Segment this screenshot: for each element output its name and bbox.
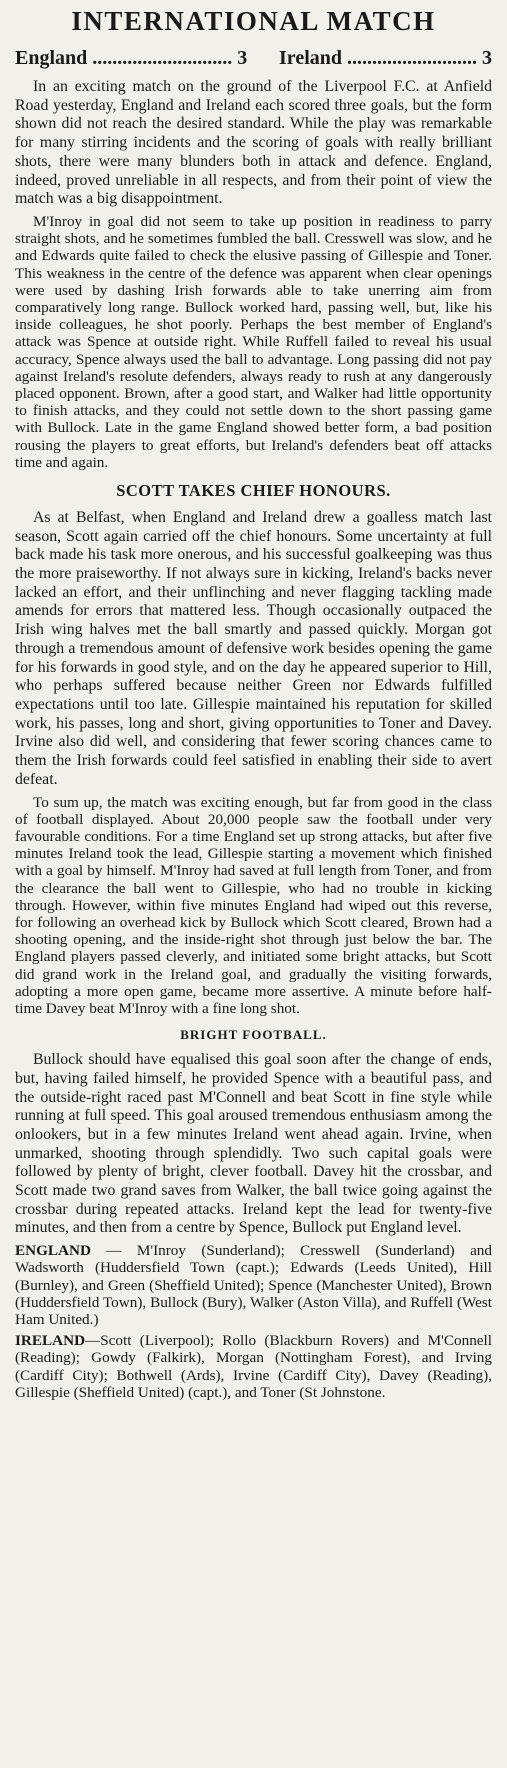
body-paragraph: As at Belfast, when England and Ireland drew a goalless match last season, Scott again carried off the chief honours. Some uncertainty at full back made his task more onerous, and his successful goalkeeping was thus the more praiseworthy. If not always sure in kicking, Ireland's backs never lacked an effort, and their unflinching and never flagging tackling made amends for errors that mattered less. Though occasionally outpaced the Irish wing halves met the ball smartly and passed quickly. Morgan got through a tremendous amount of defensive work besides opening the game for his forwards in good style, and on the day he appeared superior to Hill, who perhaps suffered because neither Green nor Edwards fulfilled expectations until too late. Gillespie maintained his reputation for skilled work, his passes, long and short, giving opportunities to Toner and Davey. Irvine also did well, and considering that fewer scoring chances came to them the Irish forwards could feel satisfied in enabling their side to avert defeat. — [15, 508, 492, 788]
england-label: ENGLAND — [15, 1242, 91, 1260]
england-players: — M'Inroy (Sunderland); Cresswell (Sunderland) and Wadsworth (Huddersfield Town (capt.); Edwards (Leeds United), Hill (Burnley), and Green (Sheffield United); Spence (Manchester United), Brown (Huddersfield Town), Bullock (Bury), Walker (Aston Villa), and Ruffell (West Ham United.) — [15, 1242, 492, 1328]
subheading: SCOTT TAKES CHIEF HONOURS. — [116, 480, 391, 500]
body-paragraph: M'Inroy in goal did not seem to take up position in readiness to parry straight shots, and he sometimes fumbled the ball. Cresswell was slow, and he and Edwards quite failed to check the elusive passing of Gillespie and Toner. This weakness in the centre of the defence was apparent when clear openings were used by dashing Irish forwards able to take unerring aim from comparatively long range. Bullock worked hard, passing well, but, like his inside colleagues, he shot poorly. Perhaps the best member of England's attack was Spence at outside right. While Ruffell failed to reveal his usual accuracy, Spence always used the ball to advantage. Long passing did not pay against Ireland's resolute defenders, always ready to rush at any dangerously placed opponent. Brown, after a good start, and Walker had little opportunity to finish attacks, and they could not settle down to the short passing game with Bullock. Late in the game England showed better form, a bad position rousing the players to great efforts, but Ireland's defenders beat off attacks time and again. — [15, 212, 492, 471]
ireland-label: IRELAND — [15, 1332, 86, 1350]
subheading: BRIGHT FOOTBALL. — [180, 1027, 327, 1043]
body-paragraph: Bullock should have equalised this goal soon after the change of ends, but, having failed himself, he provided Spence with a beautiful pass, and the outside-right raced past M'Connell and beat Scott in fine style while running at full speed. This goal aroused tremendous enthusiasm among the onlookers, but in a few minutes Ireland went ahead again. Irvine, when unmarked, shooting through splendidly. Two such capital goals were followed by plenty of bright, clever football. Davey hit the crossbar, and Scott made two grand saves from Walker, the ball twice going against the crossbar during repeated attacks. Ireland kept the lead for twenty-five minutes, and then from a centre by Spence, Bullock put England level. — [15, 1051, 492, 1237]
ireland-players: —Scott (Liverpool); Rollo (Blackburn Rovers) and M'Connell (Reading); Gowdy (Falkirk), Morgan (Nottingham Forest), and Irving (Cardiff City); Bothwell (Ards), Irvine (Cardiff City), Davey (Reading), Gillespie (Sheffield United) (capt.), and Toner (St Johnstone. — [15, 1332, 492, 1401]
score-ireland: Ireland .......................... 3 — [279, 47, 492, 69]
england-lineup — [15, 1242, 492, 1328]
score-line — [15, 46, 492, 70]
body-paragraph: To sum up, the match was exciting enough, but far from good in the class of football displayed. About 20,000 people saw the football under very favourable conditions. For a time England set up strong attacks, but after five minutes Ireland took the lead, Gillespie starting a movement which finished with a goal by himself. M'Inroy had saved at full length from Toner, and from the clearance the ball went to Gillespie, who had no trouble in kicking through. However, within five minutes England had wiped out this reverse, for following an overhead kick by Bullock which Scott cleared, Brown had a shooting opening, and the inside-right shot through just below the bar. The England players passed cleverly, and initiated some bright attacks, but Scott did grand work in the Ireland goal, and gradually the visiting forwards, adopting a more open game, became more assertive. A minute before half-time Davey beat M'Inroy with a fine long shot. — [15, 793, 492, 1017]
team-lineups — [15, 1242, 492, 1401]
headline: INTERNATIONAL MATCH — [71, 6, 436, 36]
ireland-lineup — [15, 1332, 492, 1401]
score-england: England ............................ 3 — [15, 47, 248, 69]
body-paragraph: In an exciting match on the ground of the Liverpool F.C. at Anfield Road yesterday, England and Ireland each scored three goals, but the form shown did not reach the desired standard. While the play was remarkable for many stirring incidents and the scoring of goals with really brilliant shots, there were many blunders both in attack and defence. England, indeed, proved unreliable in all respects, and from their point of view the match was a big disappointment. — [15, 78, 492, 208]
